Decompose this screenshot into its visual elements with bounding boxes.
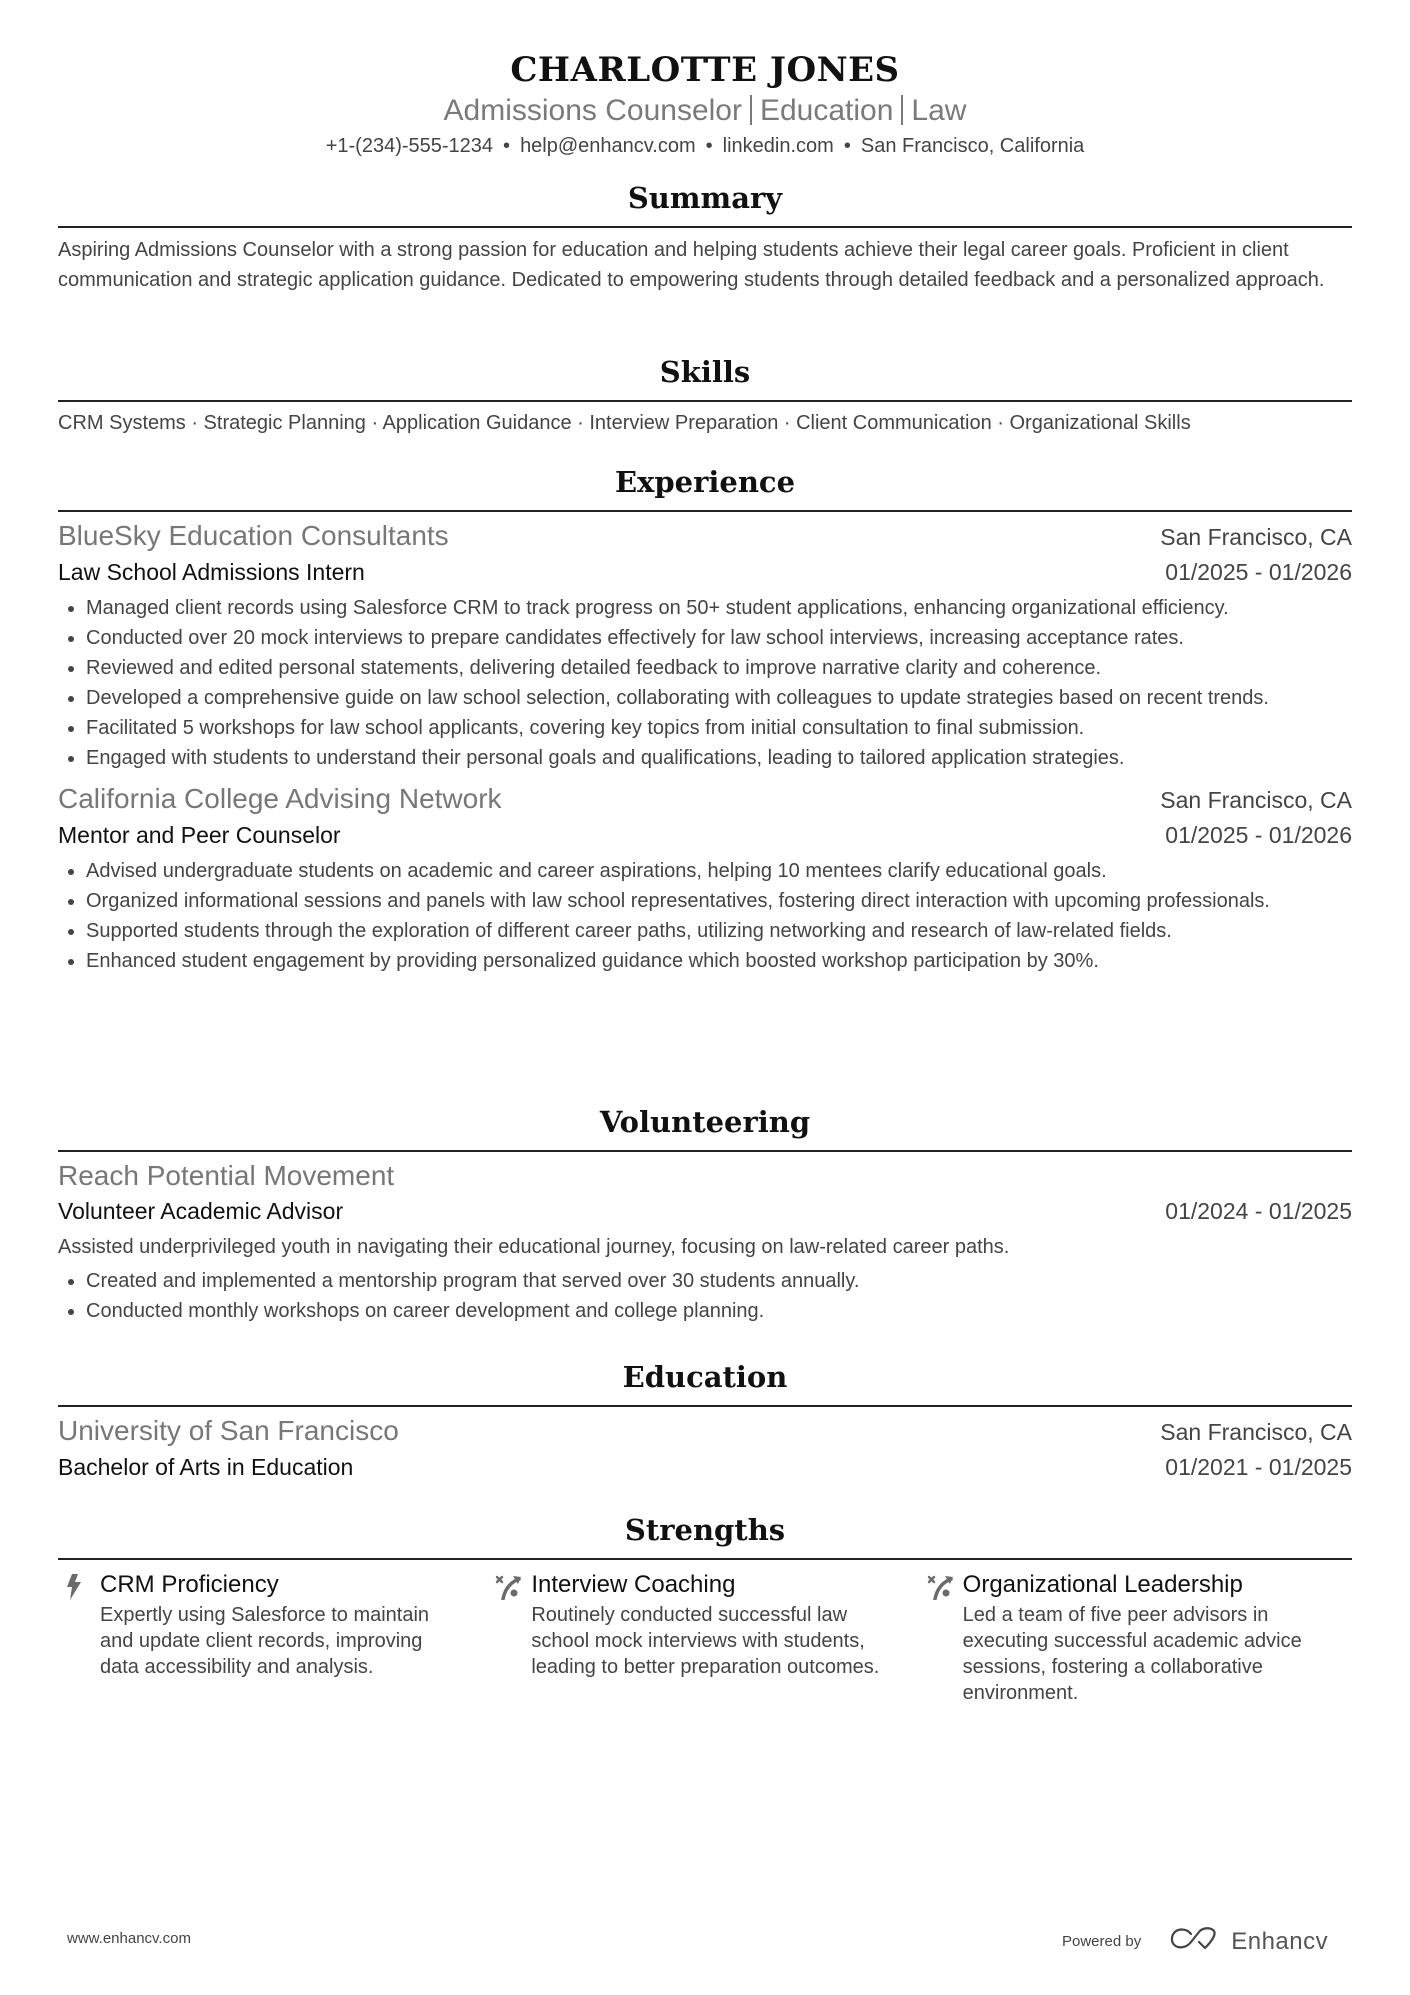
resume-page (58, 0, 1352, 1704)
volunteer-header-row (58, 1158, 1352, 1194)
headline-title-2: Education (759, 94, 894, 127)
list-item: Conducted monthly workshops on career development and college planning. (58, 1296, 1352, 1326)
volunteer-description: Assisted underprivileged youth in navigating their educational journey, focusing on law-related career paths. (58, 1236, 1010, 1258)
skills-section (58, 352, 1352, 438)
section-divider (58, 510, 1352, 512)
linkedin-link[interactable]: linkedin.com (722, 135, 834, 157)
section-divider (58, 1150, 1352, 1152)
separator-bar (750, 95, 752, 125)
degree: Bachelor of Arts in Education (58, 1454, 354, 1480)
list-item: Created and implemented a mentorship program that served over 30 students annually. (58, 1266, 1352, 1296)
location: San Francisco, California (860, 135, 1085, 157)
section-divider (58, 1405, 1352, 1407)
section-title-volunteering: Volunteering (599, 1105, 811, 1139)
volunteer-role: Volunteer Academic Advisor (58, 1198, 344, 1224)
bullet-separator: • (843, 135, 851, 157)
job-header-row (58, 781, 1352, 818)
section-title-strengths: Strengths (624, 1513, 786, 1547)
section-divider (58, 400, 1352, 402)
headline-title-3: Law (911, 94, 967, 127)
education-header-row (58, 1413, 1352, 1450)
strategy-play-icon (489, 1568, 531, 1706)
strength-title: Interview Coaching (531, 1571, 736, 1598)
job-header-row (58, 518, 1352, 555)
list-item: Managed client records using Salesforce CRM to track progress on 50+ student applications, enhancing organizational efficiency. (58, 593, 1352, 623)
company-name: BlueSky Education Consultants (58, 520, 449, 551)
email-link[interactable]: help@enhancv.com (520, 135, 696, 157)
list-item: Enhanced student engagement by providing personalized guidance which boosted workshop participation by 30%. (58, 946, 1352, 976)
company-name: California College Advising Network (58, 783, 502, 814)
section-title-skills: Skills (659, 355, 751, 389)
organization-name: Reach Potential Movement (58, 1160, 395, 1191)
job-location: San Francisco, CA (1160, 787, 1352, 813)
summary-section (58, 178, 1352, 295)
strength-description: Routinely conducted successful law school mock interviews with students, leading to better preparation outcomes. (531, 1604, 880, 1678)
volunteer-entry (58, 1158, 1352, 1326)
education-dates: 01/2021 - 01/2025 (1165, 1454, 1352, 1480)
volunteer-dates: 01/2024 - 01/2025 (1165, 1198, 1352, 1224)
separator-bar (901, 95, 903, 125)
list-item: Advised undergraduate students on academic and career aspirations, helping 10 mentees clarify educational goals. (58, 856, 1352, 886)
resume-header (58, 0, 1352, 161)
enhancv-logo-icon (1169, 1926, 1221, 1957)
section-divider (58, 1558, 1352, 1560)
strength-item (489, 1568, 920, 1706)
headline (58, 92, 1352, 130)
job-bullets (58, 593, 1352, 773)
list-item: Facilitated 5 workshops for law school applicants, covering key topics from initial consultation to final submission. (58, 713, 1352, 743)
enhancv-brand: Enhancv (1231, 1927, 1329, 1955)
job-entry (58, 518, 1352, 773)
volunteer-role-row (58, 1194, 1352, 1228)
bullet-separator: • (503, 135, 511, 157)
job-title: Mentor and Peer Counselor (58, 822, 341, 848)
section-title-experience: Experience (614, 465, 796, 499)
list-item: Reviewed and edited personal statements, delivering detailed feedback to improve narrative clarity and coherence. (58, 653, 1352, 683)
phone[interactable]: +1-(234)-555-1234 (325, 135, 494, 157)
summary-text: Aspiring Admissions Counselor with a strong passion for education and helping students achieve their legal career goals. Proficient in client communication and strategic application guidance. Dedicated to empowering students through detailed feedback and a personalized approach. (58, 239, 1325, 291)
candidate-name: CHARLOTTE JONES (510, 50, 900, 90)
job-role-row (58, 555, 1352, 589)
lightning-bolt-icon (58, 1568, 100, 1706)
strength-title: Organizational Leadership (962, 1571, 1243, 1598)
job-dates: 01/2025 - 01/2026 (1165, 822, 1352, 848)
job-role-row (58, 818, 1352, 852)
section-title-education: Education (622, 1360, 788, 1394)
job-entry (58, 781, 1352, 976)
strength-title: CRM Proficiency (100, 1571, 279, 1598)
job-title: Law School Admissions Intern (58, 559, 365, 585)
strength-body (100, 1568, 460, 1706)
bullet-separator: • (705, 135, 713, 157)
contact-line (58, 131, 1352, 161)
experience-section (58, 462, 1352, 976)
list-item: Developed a comprehensive guide on law school selection, collaborating with colleagues to update strategies based on recent trends. (58, 683, 1352, 713)
strategy-play-icon (921, 1568, 963, 1706)
list-item: Supported students through the exploration of different career paths, utilizing networking and research of law-related fields. (58, 916, 1352, 946)
education-section (58, 1357, 1352, 1484)
strength-body (963, 1568, 1323, 1706)
education-entry (58, 1413, 1352, 1484)
job-location: San Francisco, CA (1160, 524, 1352, 550)
strength-description: Expertly using Salesforce to maintain and update client records, improving data accessibility and analysis. (100, 1604, 430, 1678)
powered-by-label: Powered by (1062, 1933, 1142, 1950)
list-item: Engaged with students to understand their personal goals and qualifications, leading to tailored application strategies. (58, 743, 1352, 773)
job-bullets (58, 856, 1352, 976)
list-item: Organized informational sessions and panels with law school representatives, fostering direct interaction with upcoming professionals. (58, 886, 1352, 916)
section-title-summary: Summary (627, 181, 783, 215)
strength-item (921, 1568, 1352, 1706)
school-name: University of San Francisco (58, 1415, 399, 1446)
section-divider (58, 226, 1352, 228)
strength-description: Led a team of five peer advisors in executing successful academic advice sessions, fostering a collaborative environment. (962, 1604, 1302, 1704)
strengths-section (58, 1510, 1352, 1706)
strength-item (58, 1568, 489, 1706)
footer-website-link[interactable]: www.enhancv.com (67, 1930, 191, 1947)
volunteering-section (58, 1102, 1352, 1326)
school-location: San Francisco, CA (1160, 1419, 1352, 1445)
headline-title-1: Admissions Counselor (443, 94, 742, 127)
strength-body (531, 1568, 891, 1706)
list-item: Conducted over 20 mock interviews to prepare candidates effectively for law school interviews, increasing acceptance rates. (58, 623, 1352, 653)
education-degree-row (58, 1450, 1352, 1484)
strengths-grid (58, 1568, 1352, 1706)
volunteer-bullets (58, 1266, 1352, 1326)
skills-list: CRM Systems · Strategic Planning · Application Guidance · Interview Preparation · Client Communication · Organizational Skills (58, 412, 1191, 434)
job-dates: 01/2025 - 01/2026 (1165, 559, 1352, 585)
powered-by[interactable] (1062, 1926, 1328, 1957)
